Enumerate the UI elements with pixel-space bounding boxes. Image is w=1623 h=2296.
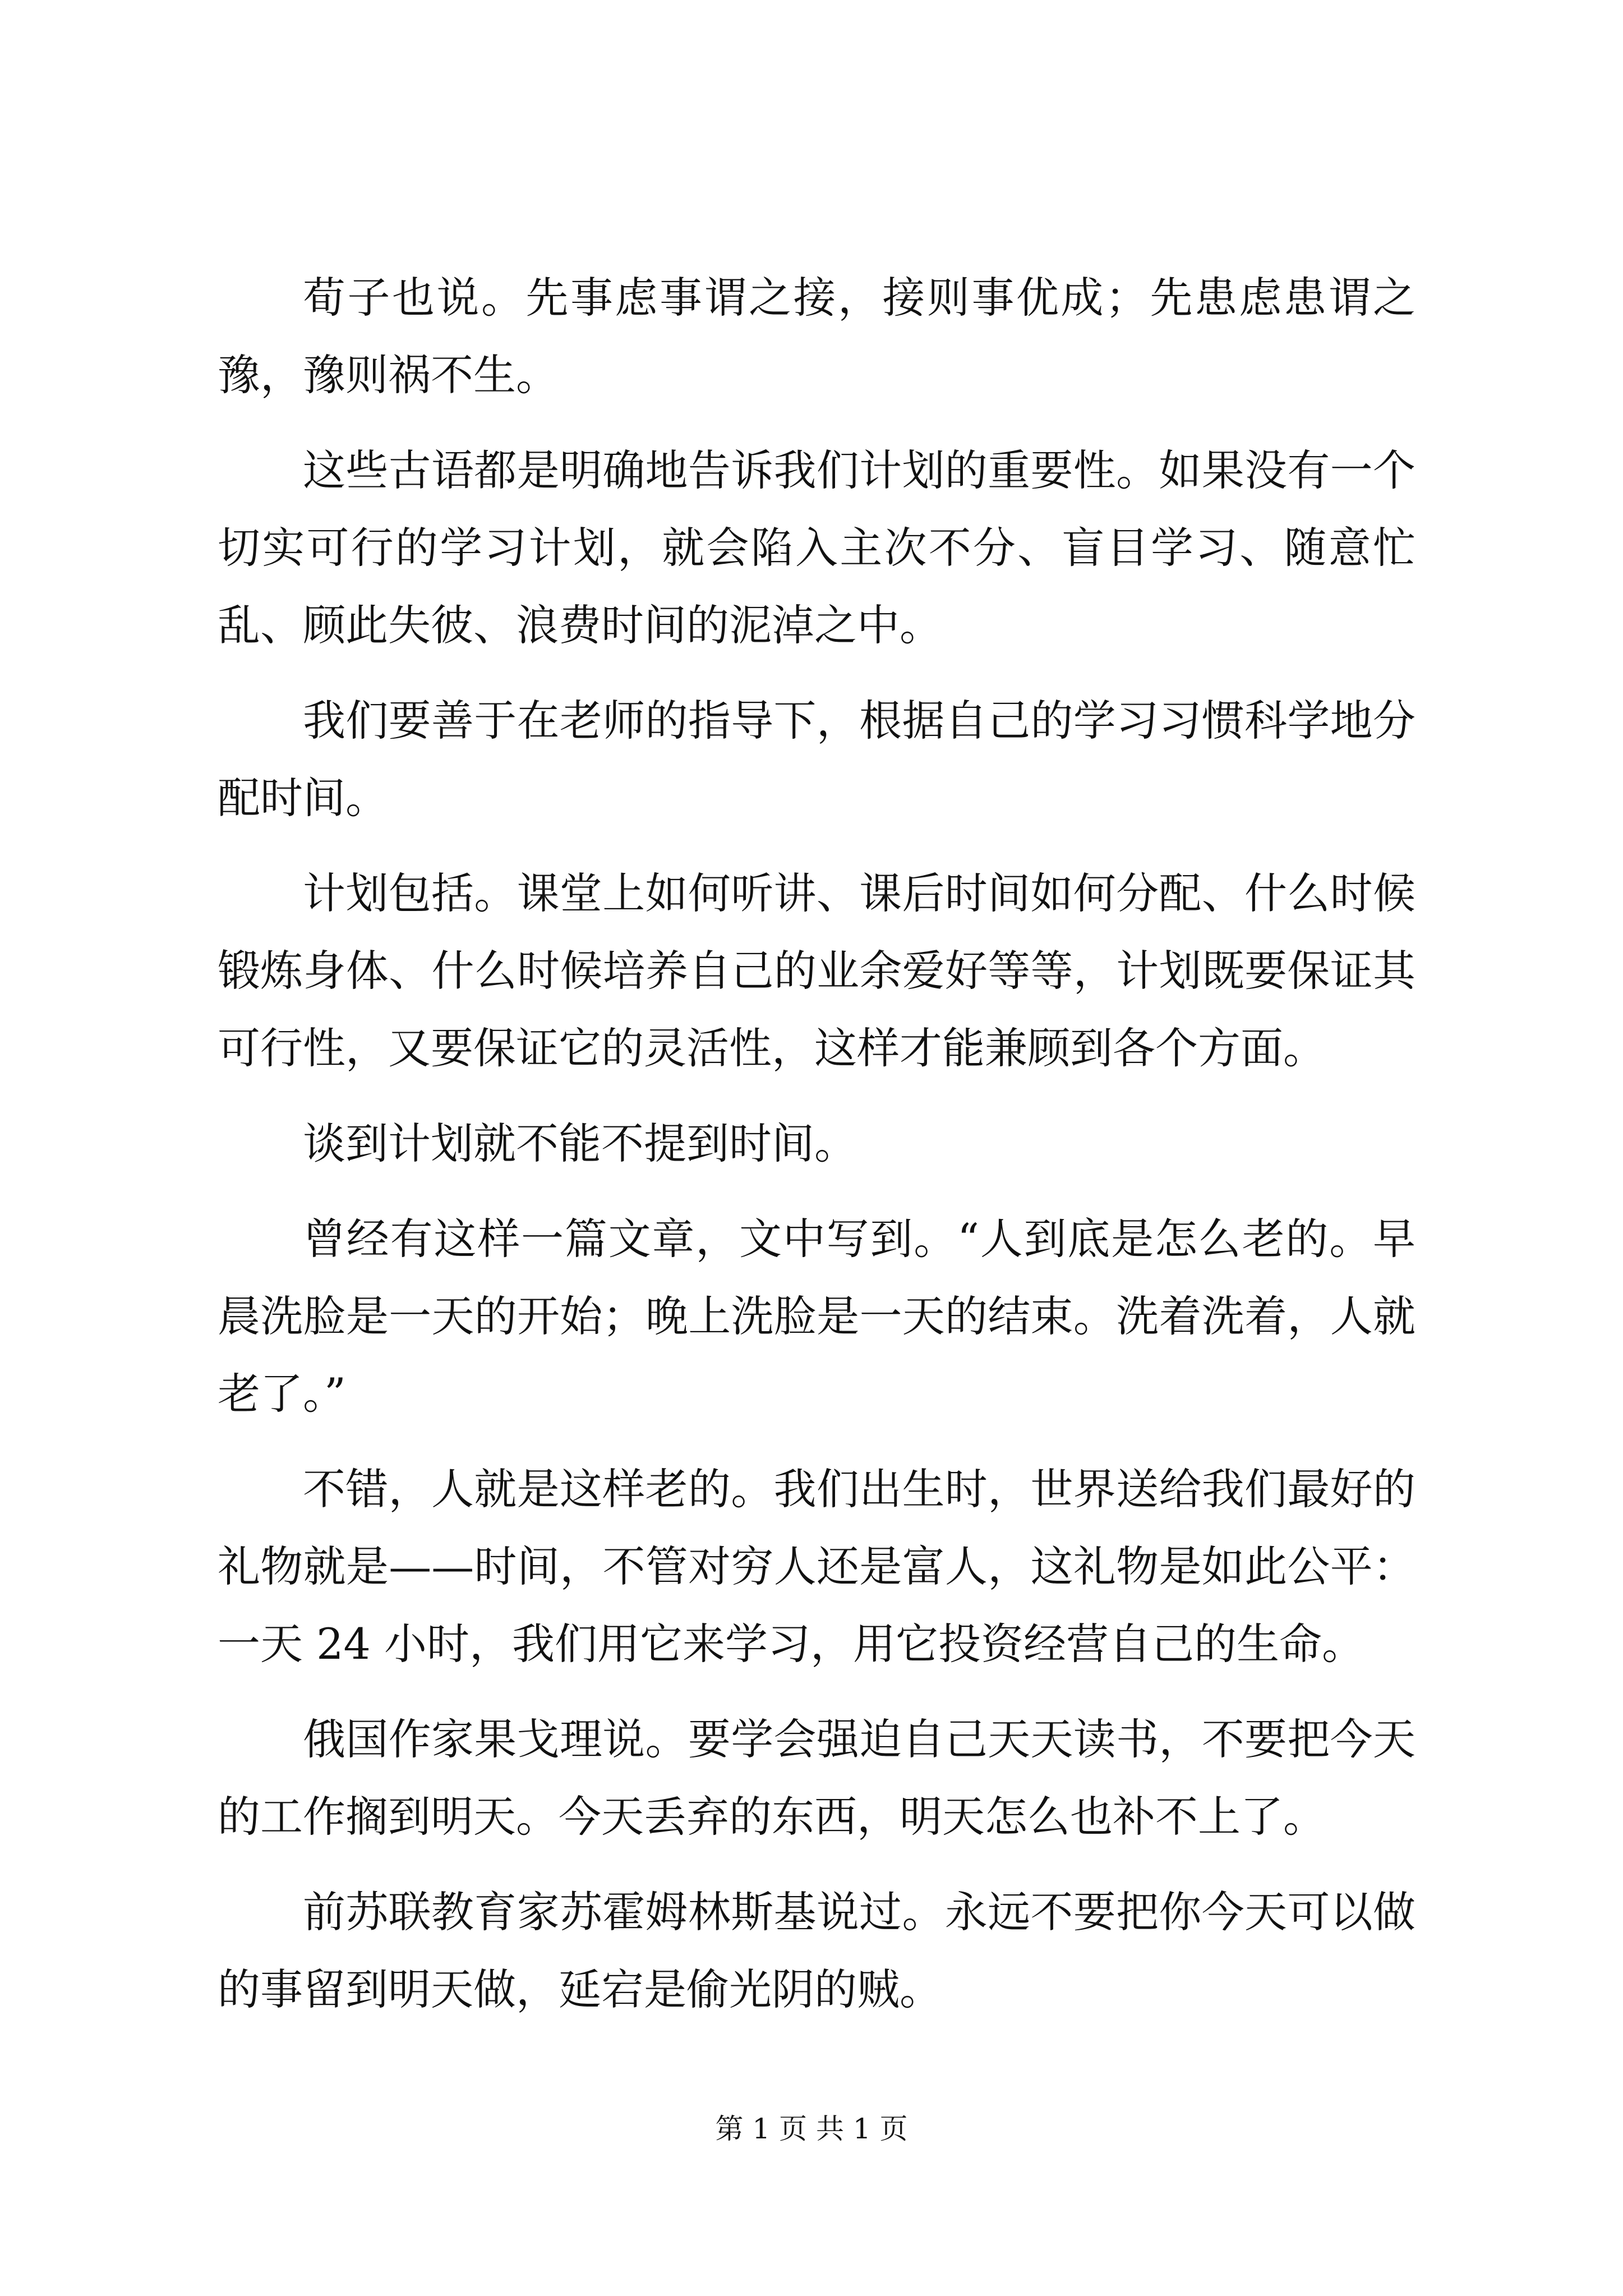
paragraph-6: 曾经有这样一篇文章，文中写到。“人到底是怎么老的。早晨洗脸是一天的开始；晚上洗脸是一天的结束。洗着洗着，人就老了。” <box>218 1214 1415 1419</box>
paragraph-3: 我们要善于在老师的指导下，根据自己的学习习惯科学地分配时间。 <box>218 696 1415 823</box>
paragraph-1: 荀子也说。先事虑事谓之接，接则事优成；先患虑患谓之豫，豫则祸不生。 <box>218 273 1415 400</box>
page-number-footer: 第 1 页 共 1 页 <box>715 2113 908 2145</box>
document-body <box>218 259 1415 2028</box>
paragraph-2: 这些古语都是明确地告诉我们计划的重要性。如果没有一个切实可行的学习计划，就会陷入主次不分、盲目学习、随意忙乱、顾此失彼、浪费时间的泥淖之中。 <box>218 445 1415 650</box>
paragraph-4: 计划包括。课堂上如何听讲、课后时间如何分配、什么时候锻炼身体、什么时候培养自己的业余爱好等等，计划既要保证其可行性，又要保证它的灵活性，这样才能兼顾到各个方面。 <box>218 868 1415 1073</box>
paragraph-9: 前苏联教育家苏霍姆林斯基说过。永远不要把你今天可以做的事留到明天做，延宕是偷光阴的贼。 <box>218 1887 1415 2014</box>
paragraph-8: 俄国作家果戈理说。要学会强迫自己天天读书，不要把今天的工作搁到明天。今天丢弃的东西，明天怎么也补不上了。 <box>218 1714 1415 1842</box>
paragraph-5: 谈到计划就不能不提到时间。 <box>303 1119 857 1168</box>
paragraph-7: 不错，人就是这样老的。我们出生时，世界送给我们最好的礼物就是——时间，不管对穷人还是富人，这礼物是如此公平：一天 24 小时，我们用它来学习，用它投资经营自己的生命。 <box>218 1464 1415 1669</box>
